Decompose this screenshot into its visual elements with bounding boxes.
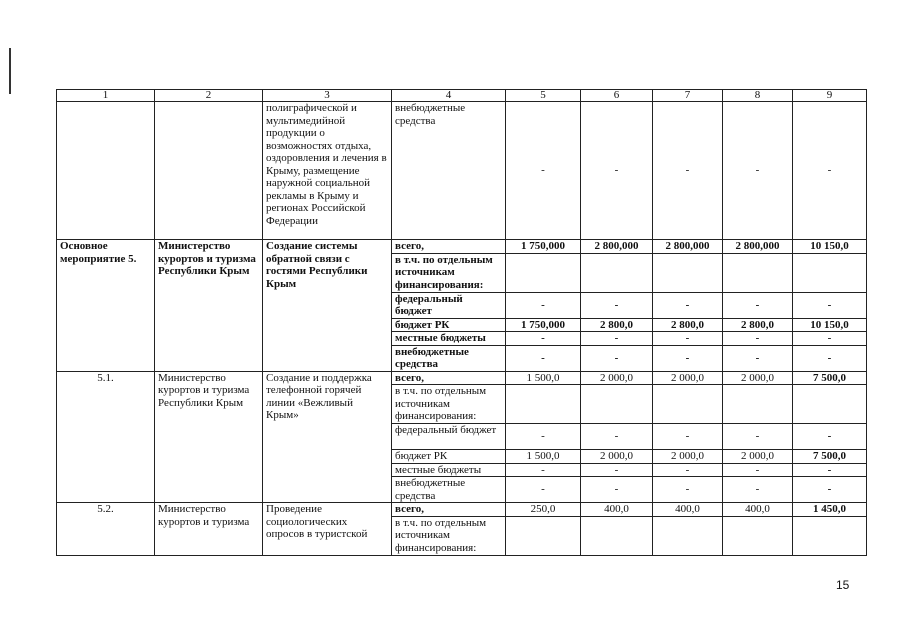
value-cell	[723, 385, 793, 424]
value-cell: 400,0	[581, 503, 653, 517]
value-cell: -	[581, 345, 653, 371]
value-cell: 1 450,0	[793, 503, 867, 517]
source-label: бюджет РК	[392, 318, 506, 332]
value-cell: 2 800,000	[581, 240, 653, 254]
value-cell: 400,0	[723, 503, 793, 517]
header-cell: 8	[723, 90, 793, 102]
activity-description: полиграфической и мультимедийной продукции о возможностях отдыха, оздоровления и лечения в Крыму, размещение наружной социальной рекламы в Крыму и регионах Российской Федерации	[263, 102, 392, 240]
value-cell	[581, 385, 653, 424]
value-cell: -	[793, 332, 867, 346]
header-cell: 7	[653, 90, 723, 102]
value-cell	[506, 253, 581, 292]
value-cell: -	[653, 345, 723, 371]
page-number: 15	[836, 578, 850, 592]
header-cell: 9	[793, 90, 867, 102]
value-cell: -	[793, 463, 867, 477]
value-cell: 250,0	[506, 503, 581, 517]
value-cell: -	[506, 292, 581, 318]
header-cell: 1	[57, 90, 155, 102]
source-label: местные бюджеты	[392, 463, 506, 477]
value-cell: -	[723, 345, 793, 371]
header-cell: 2	[155, 90, 263, 102]
value-cell	[653, 516, 723, 555]
value-cell: 2 000,0	[653, 371, 723, 385]
value-cell: -	[653, 102, 723, 240]
value-cell: 2 800,0	[723, 318, 793, 332]
value-cell: -	[506, 477, 581, 503]
event-number: Основное мероприятие 5.	[57, 240, 155, 372]
cell-empty	[57, 102, 155, 240]
table-row	[57, 371, 867, 385]
value-cell: 2 000,0	[653, 450, 723, 464]
event-number: 5.2.	[57, 503, 155, 556]
table-row	[57, 503, 867, 517]
value-cell: 1 500,0	[506, 371, 581, 385]
cell-empty	[155, 102, 263, 240]
value-cell: -	[581, 102, 653, 240]
source-label: федеральный бюджет	[392, 292, 506, 318]
source-label: местные бюджеты	[392, 332, 506, 346]
value-cell: -	[581, 292, 653, 318]
value-cell: -	[506, 332, 581, 346]
value-cell: -	[723, 332, 793, 346]
header-row	[57, 90, 867, 102]
source-label: внебюджетные средства	[392, 477, 506, 503]
activity-description: Создание системы обратной связи с гостями Республики Крым	[263, 240, 392, 372]
value-cell: 7 500,0	[793, 371, 867, 385]
budget-table	[56, 89, 867, 556]
table-row	[57, 240, 867, 254]
value-cell: -	[653, 424, 723, 450]
value-cell	[793, 516, 867, 555]
header-cell: 5	[506, 90, 581, 102]
value-cell: 1 750,000	[506, 240, 581, 254]
source-label: в т.ч. по отдельным источникам финансирования:	[392, 253, 506, 292]
value-cell: -	[581, 477, 653, 503]
header-cell: 3	[263, 90, 392, 102]
value-cell: 2 000,0	[581, 371, 653, 385]
table-row	[57, 102, 867, 240]
source-label: внебюджетные средства	[392, 102, 506, 240]
value-cell: -	[723, 477, 793, 503]
value-cell	[581, 253, 653, 292]
source-label: всего,	[392, 371, 506, 385]
value-cell: -	[581, 463, 653, 477]
value-cell: 2 800,0	[581, 318, 653, 332]
value-cell: -	[723, 463, 793, 477]
value-cell: 2 800,000	[653, 240, 723, 254]
value-cell: -	[793, 102, 867, 240]
source-label: всего,	[392, 240, 506, 254]
source-label: бюджет РК	[392, 450, 506, 464]
value-cell: -	[581, 424, 653, 450]
header-cell: 6	[581, 90, 653, 102]
value-cell: -	[653, 463, 723, 477]
value-cell: 1 750,000	[506, 318, 581, 332]
activity-description: Создание и поддержка телефонной горячей линии «Вежливый Крым»	[263, 371, 392, 503]
value-cell: -	[506, 463, 581, 477]
value-cell: -	[793, 424, 867, 450]
value-cell: 10 150,0	[793, 318, 867, 332]
value-cell	[793, 253, 867, 292]
value-cell	[723, 253, 793, 292]
value-cell: -	[653, 292, 723, 318]
value-cell: -	[723, 102, 793, 240]
source-label: федеральный бюджет	[392, 424, 506, 450]
source-label: в т.ч. по отдельным источникам финансирования:	[392, 516, 506, 555]
value-cell	[581, 516, 653, 555]
value-cell: -	[723, 424, 793, 450]
value-cell: -	[723, 292, 793, 318]
value-cell: -	[653, 477, 723, 503]
value-cell	[506, 516, 581, 555]
value-cell	[506, 385, 581, 424]
value-cell: -	[793, 345, 867, 371]
value-cell: 2 000,0	[723, 371, 793, 385]
value-cell: -	[653, 332, 723, 346]
value-cell: -	[581, 332, 653, 346]
value-cell	[793, 385, 867, 424]
value-cell: 2 800,000	[723, 240, 793, 254]
value-cell: -	[793, 477, 867, 503]
source-label: в т.ч. по отдельным источникам финансирования:	[392, 385, 506, 424]
value-cell: 10 150,0	[793, 240, 867, 254]
value-cell: 7 500,0	[793, 450, 867, 464]
value-cell: 2 000,0	[581, 450, 653, 464]
event-number: 5.1.	[57, 371, 155, 503]
value-cell: -	[793, 292, 867, 318]
activity-description: Проведение социологических опросов в туристской	[263, 503, 392, 556]
value-cell: 2 800,0	[653, 318, 723, 332]
value-cell: 400,0	[653, 503, 723, 517]
executor: Министерство курортов и туризма Республики Крым	[155, 240, 263, 372]
value-cell: -	[506, 345, 581, 371]
source-label: всего,	[392, 503, 506, 517]
value-cell: -	[506, 102, 581, 240]
value-cell: -	[506, 424, 581, 450]
value-cell: 2 000,0	[723, 450, 793, 464]
executor: Министерство курортов и туризма	[155, 503, 263, 556]
source-label: внебюджетные средства	[392, 345, 506, 371]
value-cell	[653, 385, 723, 424]
value-cell	[653, 253, 723, 292]
value-cell	[723, 516, 793, 555]
executor: Министерство курортов и туризма Республики Крым	[155, 371, 263, 503]
margin-mark	[9, 48, 11, 94]
header-cell: 4	[392, 90, 506, 102]
value-cell: 1 500,0	[506, 450, 581, 464]
